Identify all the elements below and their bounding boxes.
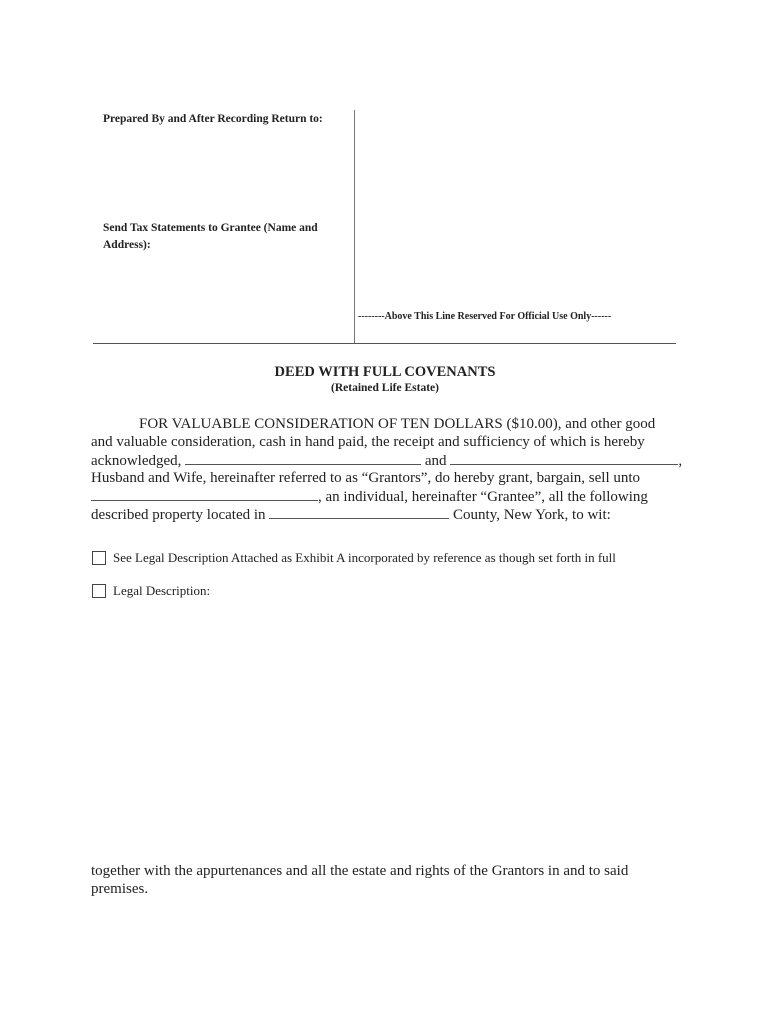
recording-divider — [93, 343, 676, 344]
official-use-note: --------Above This Line Reserved For Official Use Only------ — [358, 311, 612, 322]
para-line-2: and valuable consideration, cash in hand paid, the receipt and sufficiency of which is hereby — [91, 434, 645, 450]
grantor-1-field[interactable] — [185, 451, 421, 465]
document-subtitle: (Retained Life Estate) — [331, 382, 439, 394]
para-line-4: Husband and Wife, hereinafter referred to as “Grantors”, do hereby grant, bargain, sell unto — [91, 470, 641, 486]
acknowledged-text: acknowledged, — [91, 453, 182, 469]
legal-description-label: Legal Description: — [113, 583, 211, 598]
para-line-6 — [91, 505, 611, 524]
property-located-text: described property located in — [91, 507, 266, 523]
closing-line-1: together with the appurtenances and all the estate and rights of the Grantors in and to said — [91, 863, 629, 879]
grantee-field[interactable] — [91, 487, 318, 501]
prepared-by-label: Prepared By and After Recording Return to: — [103, 113, 323, 125]
vertical-divider — [354, 110, 355, 343]
county-text: County, New York, to wit: — [453, 507, 611, 523]
closing-line-2: premises. — [91, 881, 149, 897]
para-line-5 — [91, 487, 648, 506]
tax-statements-label-2: Address): — [103, 239, 151, 251]
and-text: and — [424, 453, 447, 469]
tax-statements-label-1: Send Tax Statements to Grantee (Name and — [103, 222, 318, 234]
exhibit-a-label: See Legal Description Attached as Exhibit A incorporated by reference as though set forth in full — [113, 550, 616, 565]
grantee-text: , an individual, hereinafter “Grantee”, all the following — [318, 489, 648, 505]
document-title: DEED WITH FULL COVENANTS — [274, 364, 496, 380]
exhibit-a-checkbox[interactable] — [92, 551, 106, 565]
para-line-3 — [91, 451, 682, 470]
county-field[interactable] — [269, 505, 449, 519]
legal-description-checkbox[interactable] — [92, 584, 106, 598]
grantor-2-field[interactable] — [450, 451, 678, 465]
para-line-1: FOR VALUABLE CONSIDERATION OF TEN DOLLARS ($10.00), and other good — [139, 416, 656, 432]
comma-text: , — [678, 453, 683, 469]
